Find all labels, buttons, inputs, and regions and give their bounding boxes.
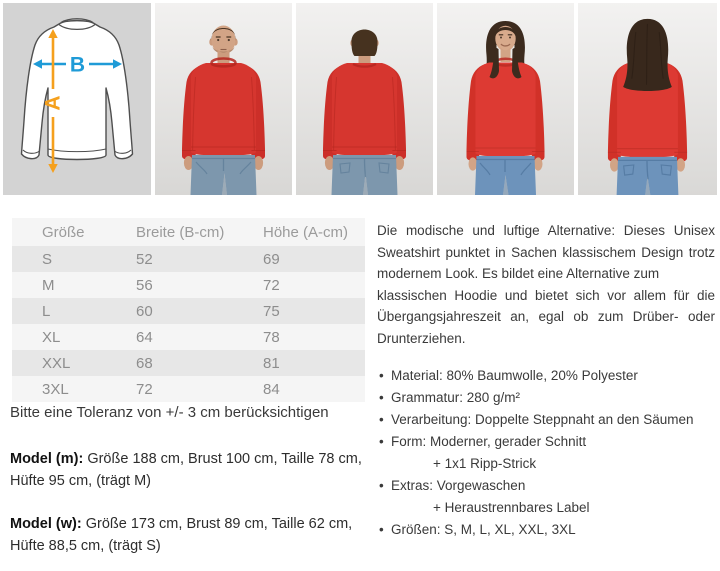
size-label: S [12,246,135,272]
width-column-header: Breite (B-cm) [135,218,262,246]
width-measure-label: B [69,53,86,77]
width-value: 56 [135,272,262,298]
feature-verarbeitung: • Verarbeitung: Doppelte Steppnaht an den Säumen [377,409,715,431]
table-row-l [12,298,365,324]
jeans [191,155,257,195]
height-value: 78 [262,324,365,350]
jeans-back [332,155,398,195]
model-w-measurements [10,513,368,557]
table-row-m [12,272,365,298]
size-label: XXL [12,350,135,376]
thumbnail-male-model-back [296,3,433,195]
thumbnail-male-model-front [155,3,292,195]
feature-extras: • Extras: Vorgewaschen [377,475,715,497]
jeans-female-back [617,157,679,195]
feature-grammatur: • Grammatur: 280 g/m² [377,387,715,409]
size-label: M [12,272,135,298]
feature-list [377,365,715,541]
female-model-front-photo [437,3,574,195]
red-sweatshirt-female [467,59,545,161]
description-paragraphs [377,220,715,350]
right-hand [676,158,685,171]
table-row-3xl [12,376,365,402]
product-description [377,220,715,541]
left-hand [469,157,478,170]
thumbnail-size-diagram [3,3,151,195]
model-w-label: Model (w): [10,516,82,532]
height-value: 75 [262,298,365,324]
width-value: 60 [135,298,262,324]
description-paragraph-1: Die modische und luftige Alternative: Dieses Unisex Sweatshirt punktet in Sachen klassischem Design trotz modernem Look. Es bildet eine Alternative zum [377,223,715,282]
height-measure-label: A [41,95,65,111]
tolerance-note: Bitte eine Toleranz von +/- 3 cm berücksichtigen [10,404,329,421]
height-column-header: Höhe (A-cm) [262,218,365,246]
red-sweatshirt [182,59,265,160]
feature-form-continued: + 1x1 Ripp-Strick [433,455,537,471]
feature-groessen: • Größen: S, M, L, XL, XXL, 3XL [377,519,715,541]
sweatshirt-outline [22,19,133,160]
left-hand [610,158,619,171]
size-table-header-row [12,218,365,246]
width-value: 52 [135,246,262,272]
height-value: 81 [262,350,365,376]
table-row-xxl [12,350,365,376]
height-value: 84 [262,376,365,402]
feature-material: • Material: 80% Baumwolle, 20% Polyester [377,365,715,387]
model-m-label: Model (m): [10,451,84,467]
table-row-s [12,246,365,272]
size-column-header: Größe [12,218,135,246]
right-hand [534,157,543,170]
model-m-text: Größe 188 cm, Brust 100 cm, Taille 78 cm, Hüfte 95 cm, (trägt M) [10,451,362,489]
table-row-xl [12,324,365,350]
product-image-gallery [0,0,720,195]
model-m-measurements [10,448,368,492]
feature-form: • Form: Moderner, gerader Schnitt [377,431,715,453]
male-model-back-photo [296,3,433,195]
size-label: 3XL [12,376,135,402]
male-model-front-photo [155,3,292,195]
description-paragraph-2: klassischen Hoodie und bietet sich vor allem für die Übergangsjahreszeit an, egal ob zum Drüber- oder Drunterziehen. [377,287,715,346]
thumbnail-female-model-front [437,3,574,195]
size-label: XL [12,324,135,350]
female-model-back-photo [578,3,717,195]
feature-extras-continued: + Heraustrennbares Label [433,499,590,515]
width-value: 68 [135,350,262,376]
size-table [12,218,365,402]
height-value: 69 [262,246,365,272]
width-value: 72 [135,376,262,402]
height-value: 72 [262,272,365,298]
jeans-female [475,156,536,195]
red-sweatshirt-back [323,63,406,160]
width-value: 64 [135,324,262,350]
thumbnail-female-model-back [578,3,717,195]
model-w-text: Größe 173 cm, Brust 89 cm, Taille 62 cm, Hüfte 88,5 cm, (trägt S) [10,516,353,554]
size-label: L [12,298,135,324]
sweatshirt-measurement-diagram-icon [3,3,151,195]
